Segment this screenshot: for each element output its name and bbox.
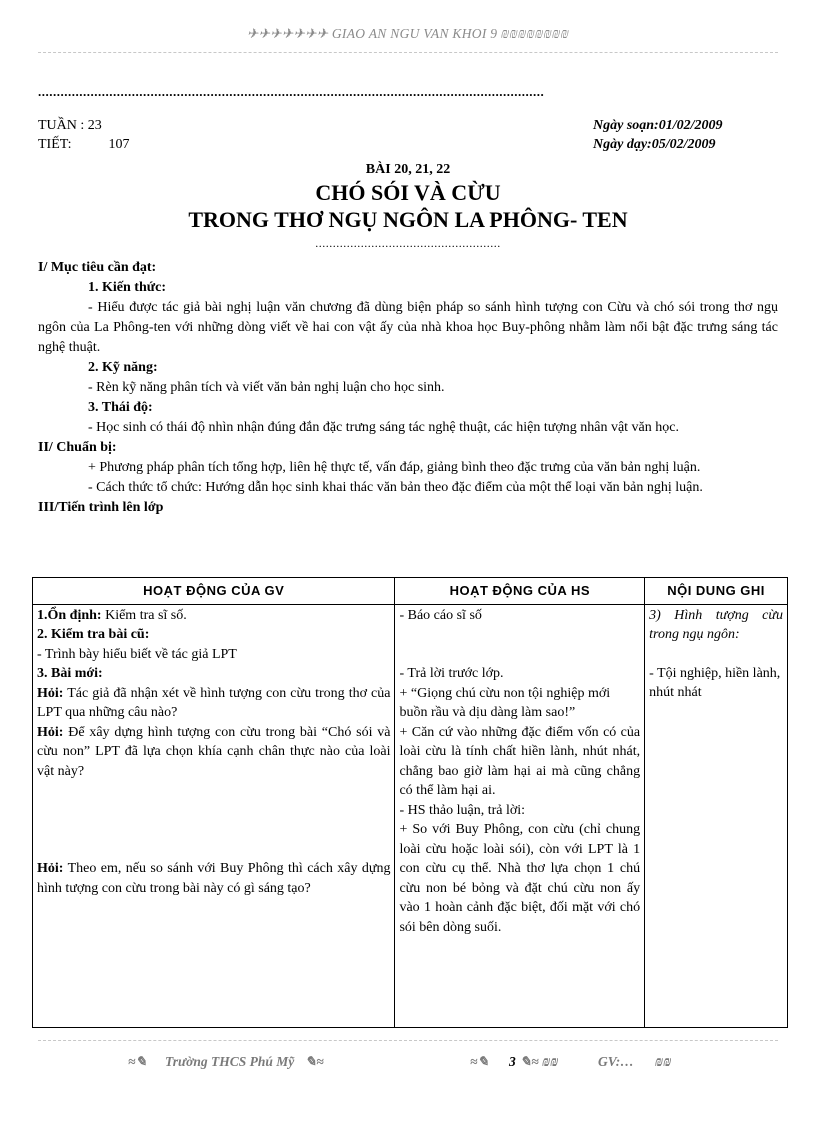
title-dots: ..................................................... <box>315 236 501 250</box>
hs-quote: + “Giọng chú cừu non tội nghiệp mới buồn rầu và dịu dàng làm sao!” <box>399 685 611 720</box>
week-label: TUẦN : 23 <box>38 118 102 133</box>
gv-stabilize-text: Kiểm tra sĩ số. <box>101 607 187 623</box>
period-label: TIẾT: <box>38 137 72 152</box>
preparation-text-2: - Cách thức tổ chức: Hướng dẫn học sinh khai thác văn bản theo đặc điểm của một thể loại văn bản nghị luận. <box>88 480 703 495</box>
hs-report: - Báo cáo sĩ số <box>399 607 482 623</box>
skills-heading: 2. Kỹ năng: <box>88 360 158 375</box>
header-notes: NỘI DUNG GHI <box>645 578 788 605</box>
footer-ornament-left: ≈✎ <box>128 1054 147 1069</box>
notes-heading: 3) Hình tượng cừu trong ngụ ngôn: <box>649 607 783 642</box>
gv-review-label: 2. Kiểm tra bài cũ: <box>37 627 150 642</box>
student-activities <box>395 604 645 1027</box>
header-student: HOẠT ĐỘNG CỦA HS <box>395 578 645 605</box>
teacher-activities <box>33 604 395 1027</box>
knowledge-text: - Hiểu được tác giả bài nghị luận văn chương đã dùng biện pháp so sánh hình tượng con Cừu và chó sói trong thơ ngụ ngôn của La Phông-ten với những dòng viết về hai con vật ấy của nhà khoa học Buy-phông nhằm làm nổi bật đặc trưng sáng tác nghệ thuật. <box>38 300 778 355</box>
period-value: 107 <box>108 137 130 152</box>
footer-ornament-page-right: ✎≈ ₪₪ <box>520 1054 559 1069</box>
footer-ornament-right: ₪₪ <box>655 1054 672 1069</box>
footer-ornament-page-left: ≈✎ <box>470 1054 489 1069</box>
hs-discussion: - HS thảo luận, trả lời: <box>399 802 526 818</box>
notes-traits: - Tội nghiệp, hiền lành, nhút nhát <box>649 665 781 700</box>
period-row <box>38 137 130 153</box>
page-number: 3 <box>509 1054 516 1069</box>
gv-question-2-text: Để xây dựng hình tượng con cừu trong bài “Chó sói và cừu non” LPT đã lựa chọn khía cạnh chân thực nào của loài vật này? <box>37 724 391 779</box>
header-divider <box>38 52 778 53</box>
procedure-heading: III/Tiến trình lên lớp <box>38 500 164 515</box>
footer-divider <box>38 1040 778 1041</box>
table-header-row <box>33 578 788 605</box>
attitude-heading: 3. Thái độ: <box>88 400 153 415</box>
attitude-text: - Học sinh có thái độ nhìn nhận đúng đắn đặc trưng sáng tác nghệ thuật, các hiện tượng nhân vật văn học. <box>88 420 679 435</box>
prepared-date: Ngày soạn:01/02/2009 <box>593 118 723 133</box>
teacher-name: GV:… <box>598 1054 634 1069</box>
skills-text: - Rèn kỹ năng phân tích và viết văn bản nghị luận cho học sinh. <box>88 380 445 395</box>
gv-new-lesson-label: 3. Bài mới: <box>37 666 103 681</box>
gv-stabilize-label: 1.Ổn định: <box>37 607 102 623</box>
preparation-heading: II/ Chuẩn bị: <box>38 440 117 455</box>
lesson-number: BÀI 20, 21, 22 <box>365 162 451 177</box>
main-content <box>38 258 778 518</box>
activity-table <box>32 577 788 1028</box>
gv-question-1-label: Hỏi: <box>37 685 64 701</box>
gv-review-text: - Trình bày hiểu biết về tác giả LPT <box>37 646 237 662</box>
title-line-1: CHÓ SÓI VÀ CỪU <box>315 180 501 205</box>
dotted-separator: ....................................................................................................................................... <box>38 84 545 99</box>
footer-ornament-mid: ✎≈ <box>305 1054 324 1069</box>
notes-column <box>645 604 788 1027</box>
hs-answer-compare: + So với Buy Phông, con cừu (chỉ chung loài cừu hoặc loài sói), còn với LPT là 1 con cừu cụ thể. Nhà thơ lựa chọn 1 chú cừu non bé bỏng và đặt chú cừu non ấy vào 1 hoàn cảnh đặc biệt, đối mặt với chó sói bên dòng suối. <box>399 822 641 935</box>
hs-answer-intro: - Trả lời trước lớp. <box>399 666 504 681</box>
title-line-2: TRONG THƠ NGỤ NGÔN LA PHÔNG- TEN <box>188 207 628 232</box>
gv-question-3-label: Hỏi: <box>37 861 64 876</box>
teaching-date: Ngày dạy:05/02/2009 <box>593 137 716 152</box>
gv-question-1-text: Tác giả đã nhận xét về hình tượng con cừu trong thơ của LPT qua những câu nào? <box>37 685 391 720</box>
knowledge-heading: 1. Kiến thức: <box>88 280 167 295</box>
gv-question-2-label: Hỏi: <box>37 724 64 740</box>
header-teacher: HOẠT ĐỘNG CỦA GV <box>33 578 395 605</box>
school-name: Trường THCS Phú Mỹ <box>165 1054 295 1069</box>
table-row <box>33 604 788 1027</box>
gv-question-3-text: Theo em, nếu so sánh với Buy Phông thì cách xây dựng hình tượng con cừu trong bài này có gì sáng tạo? <box>37 861 391 896</box>
objectives-heading: I/ Mục tiêu cần đạt: <box>38 260 157 275</box>
preparation-text-1: + Phương pháp phân tích tổng hợp, liên hệ thực tế, vấn đáp, giảng bình theo đặc trưng của văn bản nghị luận. <box>88 460 701 475</box>
hs-answer-traits: + Căn cứ vào những đặc điểm vốn có của loài cừu là tính chất hiền lành, nhút nhát, chẳng bao giờ làm hại ai mà cũng chẳng có thể làm hại ai. <box>399 724 641 798</box>
page-header: ✈✈✈✈✈✈✈ GIAO AN NGU VAN KHOI 9 ₪₪₪₪₪₪₪₪ <box>246 26 570 41</box>
